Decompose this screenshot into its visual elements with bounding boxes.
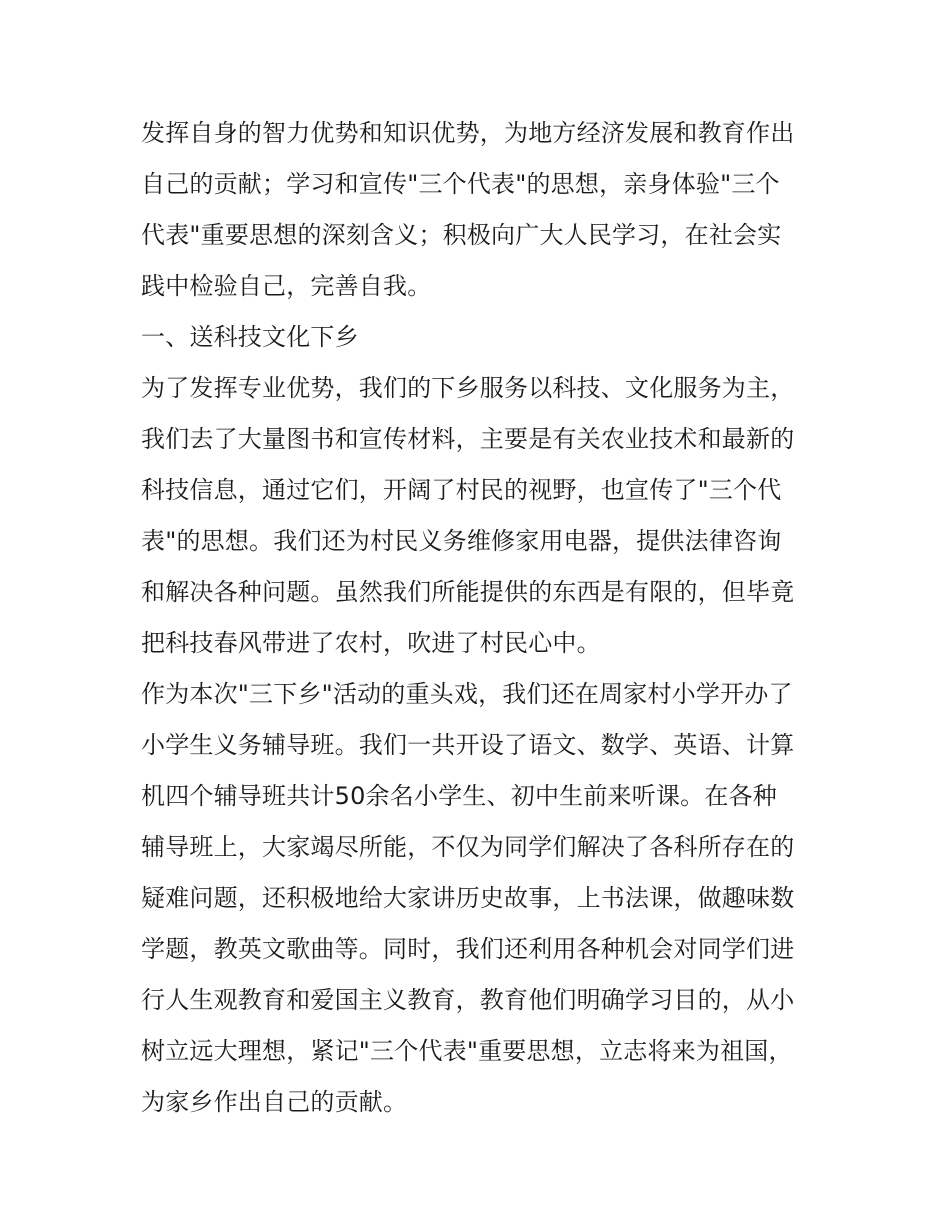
text-line: 发挥自身的智力优势和知识优势，为地方经济发展和教育作出 bbox=[141, 119, 795, 147]
text-line: 我们去了大量图书和宣传材料，主要是有关农业技术和最新的 bbox=[141, 425, 795, 453]
text-line: 机四个辅导班共计50余名小学生、初中生前来听课。在各种 bbox=[141, 782, 777, 810]
text-line: 为家乡作出自己的贡献。 bbox=[141, 1088, 408, 1116]
text-line: 行人生观教育和爱国主义教育，教育他们明确学习目的，从小 bbox=[141, 986, 795, 1014]
section-heading: 一、送科技文化下乡 bbox=[141, 323, 359, 351]
text-line: 为了发挥专业优势，我们的下乡服务以科技、文化服务为主， bbox=[141, 374, 795, 402]
text-line: 小学生义务辅导班。我们一共开设了语文、数学、英语、计算 bbox=[141, 731, 795, 759]
text-line: 践中检验自己，完善自我。 bbox=[141, 272, 432, 300]
text-line: 自己的贡献；学习和宣传"三个代表"的思想，亲身体验"三个 bbox=[141, 170, 780, 198]
document-body bbox=[141, 108, 813, 1128]
text-line: 树立远大理想，紧记"三个代表"重要思想，立志将来为祖国， bbox=[141, 1037, 793, 1065]
text-line: 辅导班上，大家竭尽所能，不仅为同学们解决了各科所存在的 bbox=[141, 833, 795, 861]
text-line: 学题，教英文歌曲等。同时，我们还利用各种机会对同学们进 bbox=[141, 935, 795, 963]
text-line: 作为本次"三下乡"活动的重头戏，我们还在周家村小学开办了 bbox=[141, 680, 793, 708]
text-line: 代表"重要思想的深刻含义；积极向广大人民学习，在社会实 bbox=[141, 221, 782, 249]
text-line: 表"的思想。我们还为村民义务维修家用电器，提供法律咨询 bbox=[141, 527, 782, 555]
text-line: 和解决各种问题。虽然我们所能提供的东西是有限的，但毕竟 bbox=[141, 578, 795, 606]
text-line: 疑难问题，还积极地给大家讲历史故事，上书法课，做趣味数 bbox=[141, 884, 795, 912]
text-line: 把科技春风带进了农村，吹进了村民心中。 bbox=[141, 629, 601, 657]
text-line: 科技信息，通过它们，开阔了村民的视野，也宣传了"三个代 bbox=[141, 476, 782, 504]
